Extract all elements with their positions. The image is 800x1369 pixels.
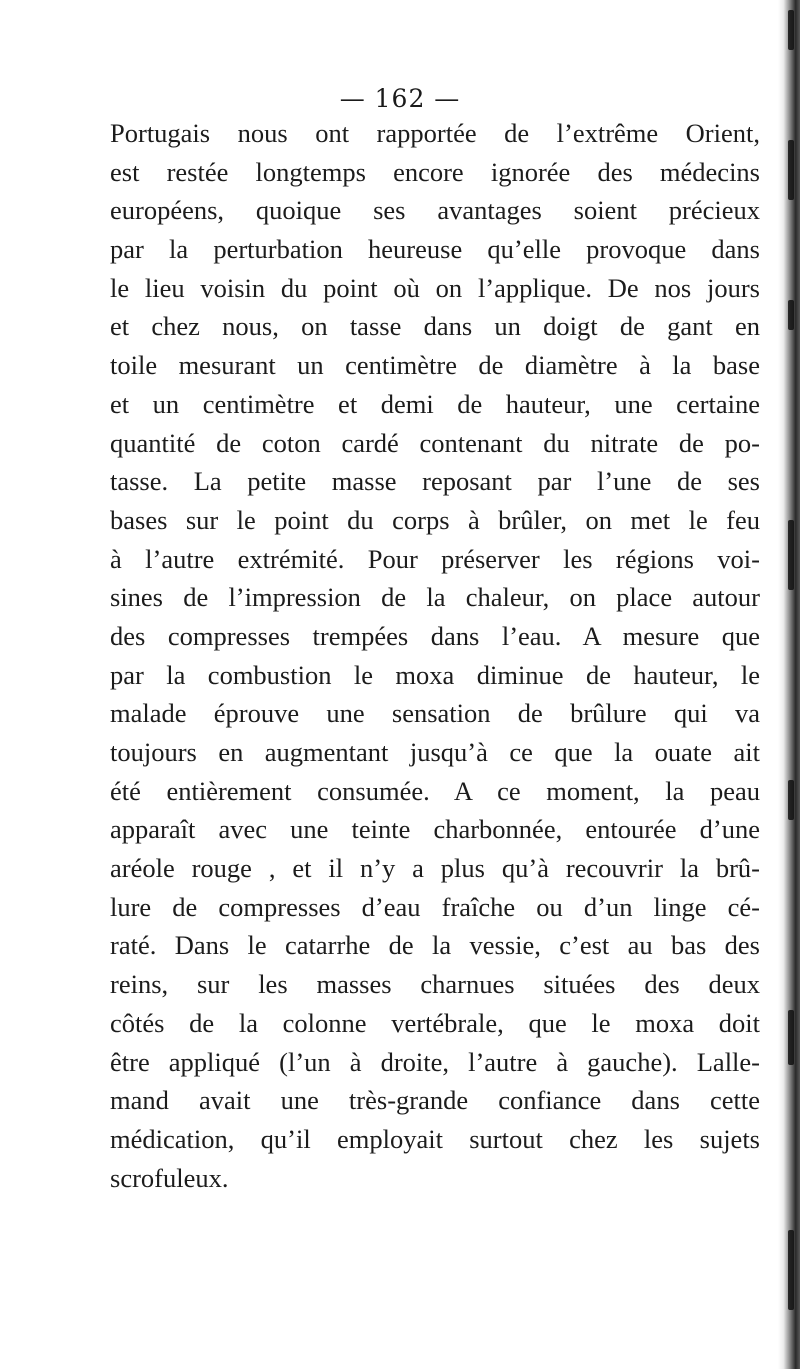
text-line: mand avait une très-grande confiance dans cette (110, 1085, 760, 1116)
text-line: toile mesurant un centimètre de diamètre à la base (110, 350, 760, 381)
text-line: côtés de la colonne vertébrale, que le moxa doit (110, 1007, 760, 1038)
text-line: Portugais nous ont rapportée de l’extrême Orient, (110, 118, 760, 148)
text-line: apparaît avec une teinte charbonnée, entourée d’une (110, 814, 760, 845)
binding-shadow-mark (788, 1230, 794, 1310)
text-line: toujours en augmentant jusqu’à ce que la ouate ait (110, 737, 760, 767)
binding-shadow-mark (788, 520, 794, 590)
text-line: à l’autre extrémité. Pour préserver les régions voi- (110, 543, 760, 574)
text-line: malade éprouve une sensation de brûlure qui va (110, 698, 760, 729)
text-line: reins, sur les masses charnues situées des deux (110, 969, 760, 1000)
text-line: est restée longtemps encore ignorée des médecins (110, 156, 760, 187)
binding-shadow-mark (788, 1010, 794, 1065)
binding-shadow-mark (788, 780, 794, 820)
text-line: être appliqué (l’un à droite, l’autre à gauche). Lalle- (110, 1046, 760, 1077)
text-line: européens, quoique ses avantages soient précieux (110, 195, 760, 226)
binding-shadow-mark (788, 300, 794, 330)
page-number-header: — 162 — (339, 84, 461, 113)
text-line: le lieu voisin du point où on l’applique. De nos jours (110, 272, 760, 303)
text-line: sines de l’impression de la chaleur, on place autour (110, 582, 760, 613)
binding-shadow-mark (788, 140, 794, 200)
text-line: des compresses trempées dans l’eau. A mesure que (110, 620, 760, 651)
page-binding-edge (778, 0, 800, 1369)
text-line: lure de compresses d’eau fraîche ou d’un linge cé- (110, 891, 760, 922)
text-line: été entièrement consumée. A ce moment, la peau (110, 775, 760, 806)
text-line: quantité de coton cardé contenant du nitrate de po- (110, 427, 760, 458)
text-line-final: scrofuleux. (110, 1162, 229, 1193)
text-line: bases sur le point du corps à brûler, on met le feu (110, 504, 760, 535)
text-line: tasse. La petite masse reposant par l’une de ses (110, 466, 760, 497)
text-line: et un centimètre et demi de hauteur, une certaine (110, 388, 760, 419)
body-text (110, 114, 760, 1197)
text-line: médication, qu’il employait surtout chez les sujets (110, 1123, 760, 1154)
binding-shadow-mark (788, 10, 794, 50)
text-line: aréole rouge , et il n’y a plus qu’à recouvrir la brû- (110, 853, 760, 884)
text-line: par la perturbation heureuse qu’elle provoque dans (110, 234, 760, 265)
text-line: et chez nous, on tasse dans un doigt de gant en (110, 311, 760, 342)
text-line: par la combustion le moxa diminue de hauteur, le (110, 659, 760, 690)
text-line: raté. Dans le catarrhe de la vessie, c’est au bas des (110, 930, 760, 961)
